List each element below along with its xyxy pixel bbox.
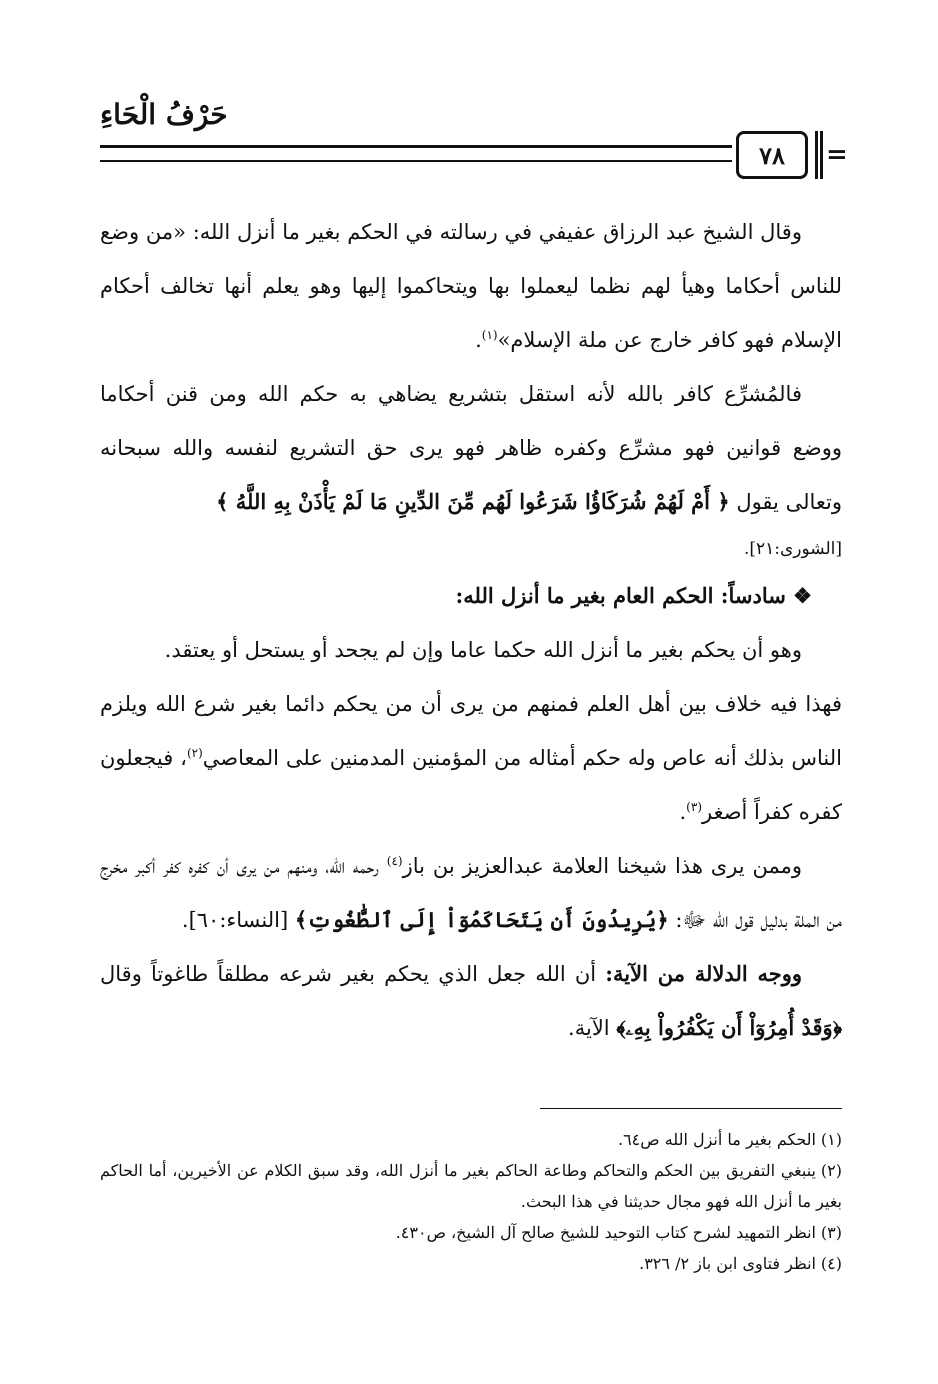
paragraph-5-rest: ، ومنهم من يرى أن كفره كفر أكبر مخرج من الملة بدليل قول الله ﷻ: <box>100 854 842 932</box>
footnote-1 <box>100 1124 842 1155</box>
header-mark: = <box>826 140 848 170</box>
section-heading <box>100 569 842 623</box>
paragraph-6 <box>100 947 842 1055</box>
footnotes <box>100 1124 842 1279</box>
paragraph-1 <box>100 205 842 367</box>
footnote-ref-3: (٣) <box>686 800 702 814</box>
paragraph-5-text: وممن يرى هذا شيخنا العلامة عبدالعزيز بن باز <box>402 854 802 878</box>
main-text <box>100 205 842 1055</box>
paragraph-3: وهو أن يحكم بغير ما أنزل الله حكما عاما وإن لم يجحد أو يستحل أو يعتقد. <box>164 638 802 662</box>
quran-verse-nisa: ﴿يُرِيدُونَ أَن يَتَحَاكَمُوٓاْ إِلَى ٱلطَّٰغُوتِ﴾ <box>294 907 669 932</box>
footnote-1-text: الحكم بغير ما أنزل الله ص٦٤. <box>617 1130 816 1149</box>
footnote-3-text: انظر التمهيد لشرح كتاب التوحيد للشيخ صالح آل الشيخ، ص٤٣٠. <box>395 1223 816 1242</box>
footnote-4-number: (٤) <box>820 1254 842 1273</box>
footnote-4-text: انظر فتاوى ابن باز ٢/ ٣٢٦. <box>639 1254 816 1273</box>
paragraph-4-end: . <box>679 800 687 824</box>
paragraph-6-text: أن الله جعل الذي يحكم بغير شرعه مطلقاً طاغوتاً وقال <box>100 962 597 986</box>
header-bar-left <box>815 131 818 179</box>
footnote-ref-4: (٤) <box>386 854 403 868</box>
verse-source-shura: [الشورى:٢١]. <box>743 539 842 559</box>
paragraph-1-text: وقال الشيخ عبد الرزاق عفيفي في رسالته في الحكم بغير ما أنزل الله: «من وضع للناس أحكاما وهيأ لهم نظما ليعملوا بها ويتحاكموا إليها وهو يعلم أنها تخالف أحكام الإسلام فهو كافر خارج عن ملة الإسلام» <box>100 220 842 352</box>
footnote-2-number: (٢) <box>820 1161 842 1180</box>
paragraph-1-end: . <box>475 328 482 352</box>
paragraph-4-text: فهذا فيه خلاف بين أهل العلم فمنهم من يرى أن من يحكم دائما بغير شرع الله ويلزم الناس بذلك أنه عاص وله حكم أمثاله من المؤمنين المدمنين على المعاصي <box>100 692 842 770</box>
paragraph-2-text: فالمُشرِّع كافر بالله لأنه استقل بتشريع يضاهي به حكم الله ومن قنن أحكاما ووضع قوانين فهو مشرِّع وكفره ظاهر فهو يرى حق التشريع لنفسه والله سبحانه وتعالى يقول <box>100 382 842 514</box>
paragraph-6-end: الآية. <box>568 1016 610 1040</box>
paragraph-5 <box>100 839 842 947</box>
footnote-3-number: (٣) <box>820 1223 842 1242</box>
chapter-title: حَرْفُ الْحَاءِ <box>100 98 228 131</box>
footnote-2 <box>100 1155 842 1217</box>
paragraph-6-lead: ووجه الدلالة من الآية: <box>605 961 802 986</box>
paragraph-2 <box>100 367 842 529</box>
verse-source-nisa: [النساء:٦٠]. <box>181 908 289 932</box>
paragraph-4-mid: ، فيجعلون كفره كفراً أصغر <box>100 746 842 824</box>
heading-bullet-icon: ❖ <box>793 583 812 608</box>
footnote-1-number: (١) <box>820 1130 842 1149</box>
quran-verse-kufr: ﴿وَقَدْ أُمِرُوٓاْ أَن يَكْفُرُواْ بِهِۦ﴾ <box>616 1015 842 1040</box>
footnote-ref-2: (٢) <box>186 746 203 760</box>
footnote-2-text: ينبغي التفريق بين الحكم والتحاكم وطاعة الحاكم بغير ما أنزل الله، وقد سبق الكلام عن الأخيرين، أما الحاكم بغير ما أنزل الله فهو مجال حديثنا في هذا البحث. <box>100 1161 842 1211</box>
honorific-phrase: رحمه الله <box>329 854 379 878</box>
footnote-3 <box>100 1217 842 1248</box>
footnote-ref-1: (١) <box>481 328 498 342</box>
header-bar-right <box>820 131 823 179</box>
paragraph-4 <box>100 677 842 839</box>
quran-verse-shura: ﴿ أَمْ لَهُمْ شُرَكَاؤُا شَرَعُوا لَهُم مِّنَ الدِّينِ مَا لَمْ يَأْذَنْ بِهِ اللَّهُ ﴾ <box>216 489 730 514</box>
header-rule-top <box>100 145 732 148</box>
section-heading-text: سادساً: الحكم العام بغير ما أنزل الله: <box>455 583 786 608</box>
footnote-divider <box>540 1108 842 1109</box>
footnote-4 <box>100 1248 842 1279</box>
page-number: ٧٨ <box>736 131 808 179</box>
header-rule-bottom <box>100 160 732 162</box>
